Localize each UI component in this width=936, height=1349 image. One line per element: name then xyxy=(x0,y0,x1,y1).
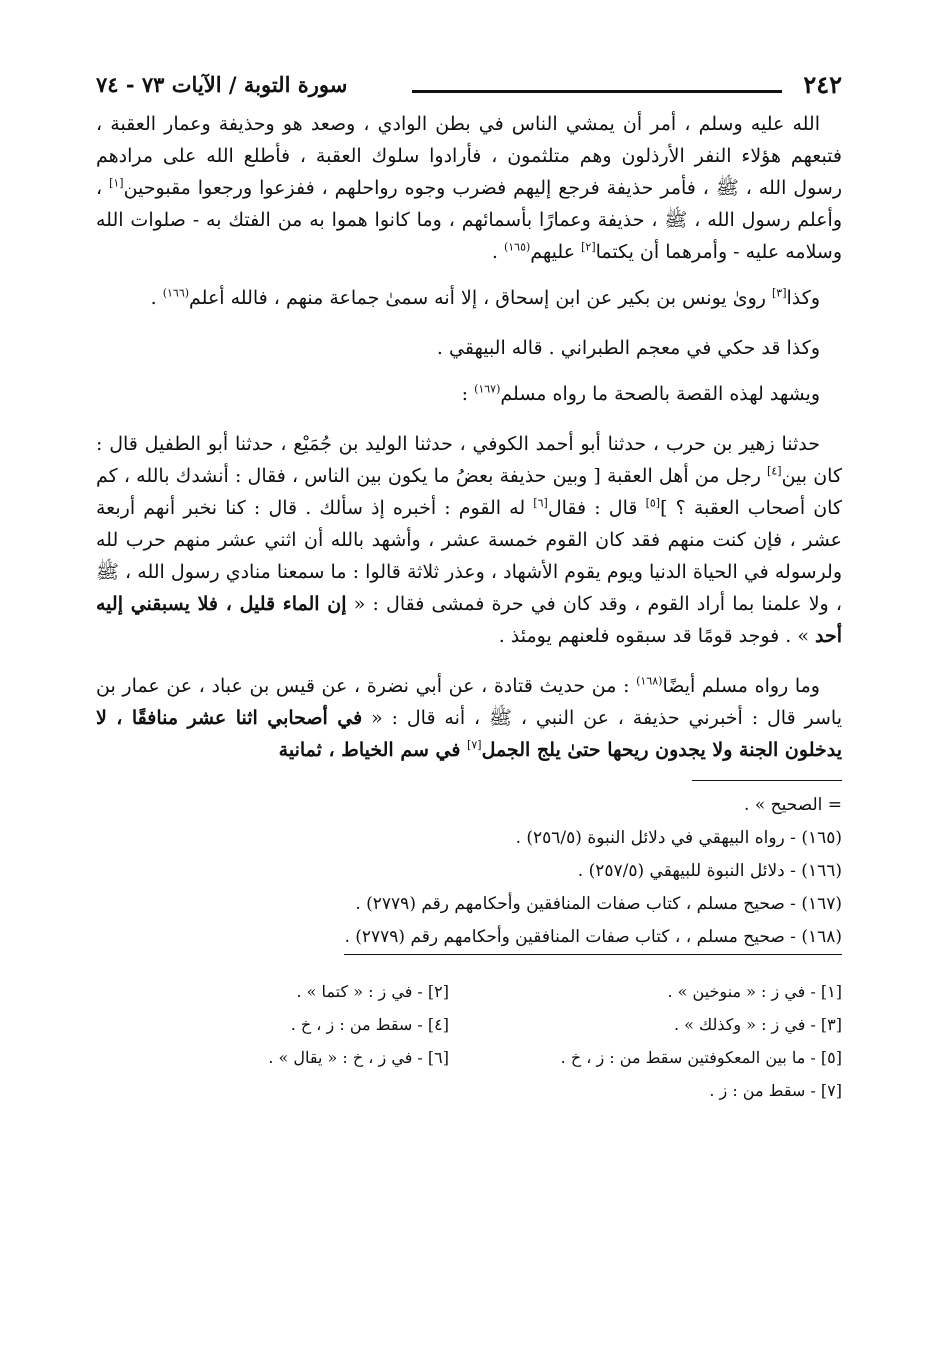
variant-6: [٦] - في ز ، خ : « يقال » . xyxy=(268,1048,449,1067)
paragraph-2: وكذا[٣] روىٰ يونس بن بكير عن ابن إسحاق ، إلا أنه سمىٰ جماعة منهم ، فالله أعلم$^{(١٦٦)}$ . xyxy=(150,286,820,309)
hadith-quote: إن الماء قليل ، فلا يسبقني إليه أحد xyxy=(96,593,842,647)
manuscript-variants xyxy=(96,975,842,1107)
variant-2: [٢] - في ز : « كتما » . xyxy=(296,982,449,1001)
page-header xyxy=(96,60,842,108)
page-number: ٢٤٢ xyxy=(803,70,842,99)
variant-ref: [٦] xyxy=(533,496,548,510)
footnote-ref: (١٦٦) xyxy=(162,286,190,300)
footnote-168: (١٦٨) - صحيح مسلم ، ، كتاب صفات المنافقين وأحكامهم رقم (٢٧٧٩) . xyxy=(344,921,842,955)
main-text xyxy=(96,108,842,766)
variant-ref: [٧] xyxy=(467,738,482,752)
hadith-quote: في أصحابي اثنا عشر منافقًا ، لا يدخلون الجنة ولا يجدون ريحها حتىٰ يلج الجمل xyxy=(96,707,842,761)
variant-ref: [٤] xyxy=(767,464,782,478)
variant-1: [١] - في ز : « منوخين » . xyxy=(667,982,842,1001)
paragraph-6: وما رواه مسلم أيضًا$^{(١٦٨)}$ : من حديث قتادة ، عن أبي نضرة ، عن قيس بن عباد ، عن عمار بن ياسر قال : أخبرني حذيفة ، عن النبي ، ﷺ ، أنه قال : « في أصحابي اثنا عشر منافقًا ، لا يدخلون الجنة ولا يجدون ريحها حتىٰ يلج الجمل[٧] في سم الخياط ، ثمانية xyxy=(96,674,843,761)
variant-4: [٤] - سقط من : ز ، خ . xyxy=(290,1015,449,1034)
book-page xyxy=(96,60,842,1107)
paragraph-4: ويشهد لهذه القصة بالصحة ما رواه مسلم$^{(١٦٧)}$ : xyxy=(461,382,820,405)
footnotes xyxy=(96,789,842,955)
paragraph-5: حدثنا زهير بن حرب ، حدثنا أبو أحمد الكوفي ، حدثنا الوليد بن جُمَيْع ، حدثنا أبو الطفيل قال : كان بين[٤] رجل من أهل العقبة [ وبين حذيفة بعضُ ما يكون بين الناس ، فقال : أنشدك بالله ، كم كان أصحاب العقبة ؟ ][٥] قال : فقال[٦] له القوم : أخبره إذ سألك . قال : كنا نخبر أنهم أربعة عشر ، فإن كنت منهم فقد كان القوم خمسة عشر ، وأشهد بالله أن اثني عشر منهم حرب لله ولرسوله في الحياة الدنيا ويوم يقوم الأشهاد ، وعذر ثلاثة قالوا : ما سمعنا منادي رسول الله ، ﷺ ، ولا علمنا بما أراد القوم ، وقد كان في حرة فمشى فقال : « إن الماء قليل ، فلا يسبقني إليه أحد » . فوجد قومًا قد سبقوه فلعنهم يومئذ . xyxy=(96,433,843,647)
variant-ref: [٣] xyxy=(772,286,787,300)
paragraph-1: الله عليه وسلم ، أمر أن يمشي الناس في بطن الوادي ، وصعد هو وحذيفة وعمار العقبة ، فتبعهم هؤلاء النفر الأرذلون وهم متلثمون ، فأرادوا سلوك العقبة ، فأطلع الله على مرادهم رسول الله ، ﷺ ، فأمر حذيفة فرجع إليهم فضرب وجوه رواحلهم ، ففزعوا ورجعوا مقبوحين[١] ، وأعلم رسول الله ، ﷺ ، حذيفة وعمارًا بأسمائهم ، وما كانوا هموا به من الفتك به - صلوات الله وسلامه عليه - وأمرهما أن يكتما[٢] عليهم$^{(١٦٥)}$ . xyxy=(96,113,842,263)
variant-ref: [٢] xyxy=(581,240,596,254)
hadith-quote-continued: في سم الخياط ، ثمانية xyxy=(278,739,468,761)
variant-5: [٥] - ما بين المعكوفتين سقط من : ز ، خ . xyxy=(560,1048,842,1067)
footnote-ref: (١٦٨) xyxy=(636,674,663,688)
running-title: سورة التوبة / الآيات ٧٣ - ٧٤ xyxy=(96,72,348,97)
footnote-ref: (١٦٧) xyxy=(474,382,501,396)
footnote-165: (١٦٥) - رواه البيهقي في دلائل النبوة (٢٥٦/٥) . xyxy=(515,828,842,848)
footnote-ref: (١٦٥) xyxy=(503,240,531,254)
variant-ref: [٥] xyxy=(645,496,661,510)
variant-3: [٣] - في ز : « وكذلك » . xyxy=(673,1015,842,1034)
variant-ref: [١] xyxy=(109,176,124,190)
footnote-rule xyxy=(692,780,842,781)
footnote-167: (١٦٧) - صحيح مسلم ، كتاب صفات المنافقين وأحكامهم رقم (٢٧٧٩) . xyxy=(355,894,842,914)
footnote-continuation: = الصحيح » . xyxy=(744,795,842,815)
paragraph-3: وكذا قد حكي في معجم الطبراني . قاله البيهقي . xyxy=(436,337,820,359)
variant-7: [٧] - سقط من : ز . xyxy=(709,1081,842,1100)
footnote-166: (١٦٦) - دلائل النبوة للبيهقي (٢٥٧/٥) . xyxy=(577,861,842,881)
header-rule xyxy=(412,90,782,93)
